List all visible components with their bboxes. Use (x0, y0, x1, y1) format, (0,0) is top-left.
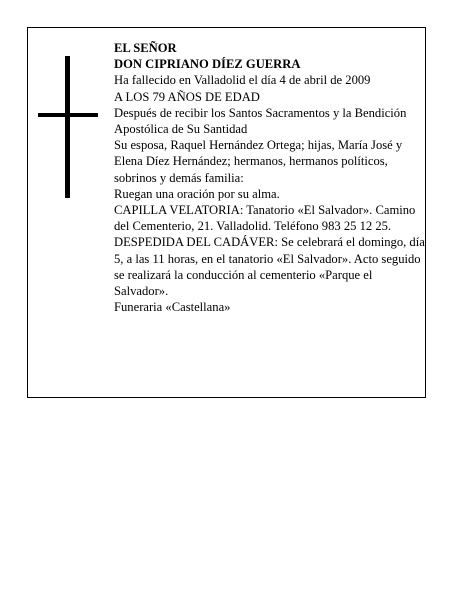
farewell-info: DESPEDIDA DEL CADÁVER: Se celebrará el domingo, día 5, a las 11 horas, en el tanatorio «El Salvador». Acto seguido se realizará la conducción al cementerio «Parque el Salvador». (114, 235, 425, 299)
cross-vertical-bar (65, 56, 70, 198)
cross-icon (38, 56, 98, 198)
death-statement: Ha fallecido en Valladolid el día 4 de abril de 2009 (114, 73, 371, 88)
sacraments-statement: Después de recibir los Santos Sacramentos y la Bendición Apostólica de Su Santidad (114, 105, 407, 137)
obituary-title: EL SEÑOR (114, 41, 177, 55)
chapel-info: CAPILLA VELATORIA: Tanatorio «El Salvador». Camino del Cementerio, 21. Valladolid. Teléfono 983 25 12 25. (114, 203, 416, 234)
obituary-notice (27, 27, 426, 398)
family-statement: Su esposa, Raquel Hernández Ortega; hijas, María José y Elena Díez Hernández; hermanos, hermanos políticos, sobrinos y demás familia: (114, 138, 403, 185)
age-statement: A LOS 79 AÑOS DE EDAD (114, 89, 260, 104)
prayer-request: Ruegan una oración por su alma. (114, 186, 280, 201)
funeral-home: Funeraria «Castellana» (114, 300, 231, 315)
cross-horizontal-bar (38, 113, 98, 117)
obituary-text (114, 40, 426, 315)
deceased-name: DON CIPRIANO DÍEZ GUERRA (114, 57, 301, 72)
